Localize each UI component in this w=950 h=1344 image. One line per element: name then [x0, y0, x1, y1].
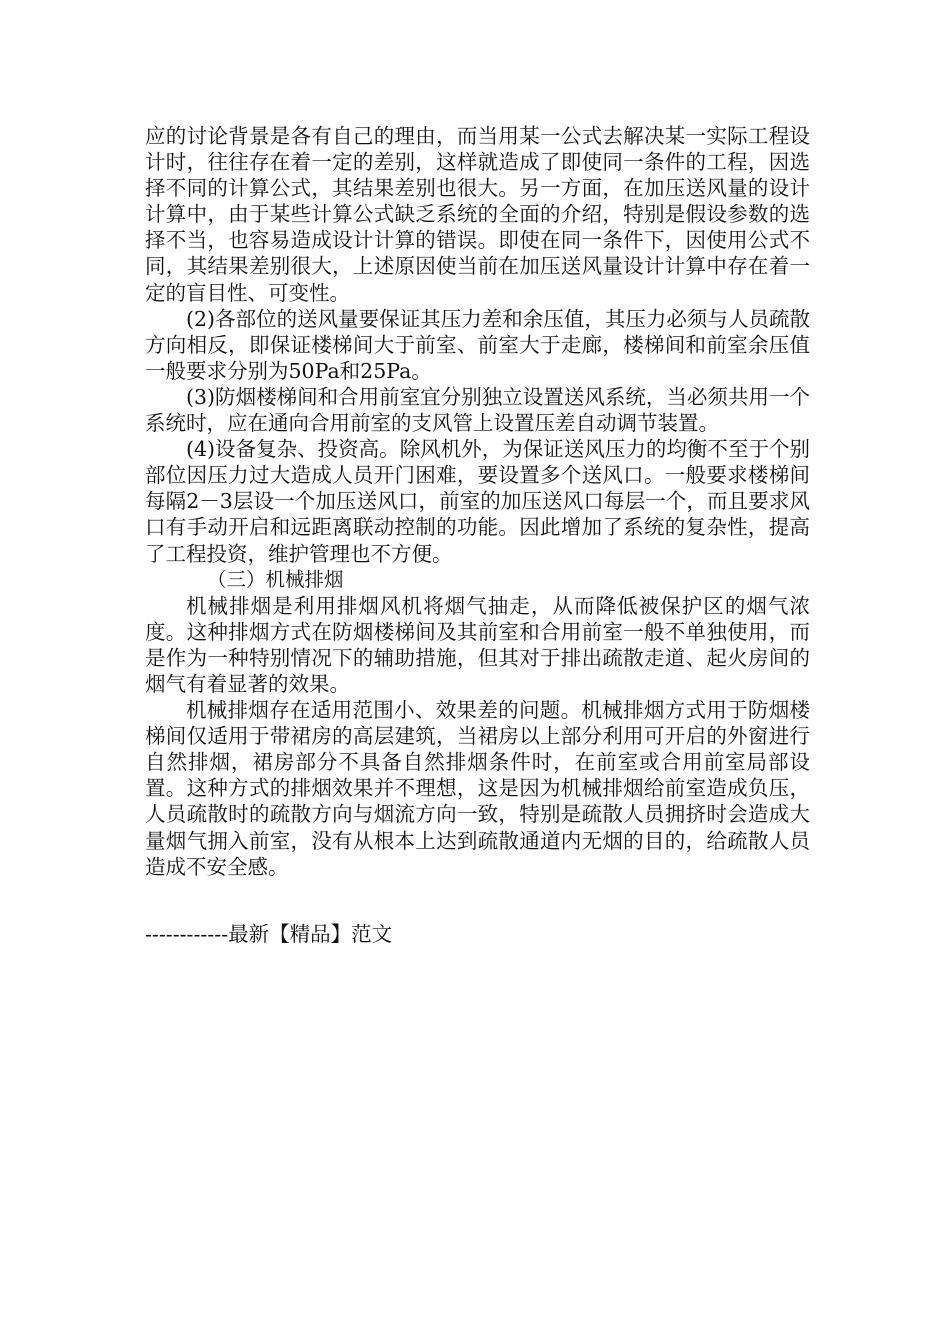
- paragraph-item-4: (4)设备复杂、投资高。除风机外，为保证送风压力的均衡不至于个别部位因压力过大造成人员开门困难，要设置多个送风口。一般要求楼梯间每隔2－3层设一个加压送风口，前室的加压送风口每层一个，而且要求风口有手动开启和远距离联动控制的功能。因此增加了系统的复杂性，提高了工程投资，维护管理也不方便。: [145, 437, 810, 566]
- paragraph-item-3: (3)防烟楼梯间和合用前室宜分别独立设置送风系统，当必须共用一个系统时，应在通向合用前室的支风管上设置压差自动调节装置。: [145, 384, 810, 436]
- paragraph-mechanical-exhaust-intro: 机械排烟是利用排烟风机将烟气抽走，从而降低被保护区的烟气浓度。这种排烟方式在防烟楼梯间及其前室和合用前室一般不单独使用，而是作为一种特别情况下的辅助措施，但其对于排出疏散走道、起火房间的烟气有着显著的效果。: [145, 593, 810, 696]
- section-heading: （三）机械排烟: [207, 567, 344, 591]
- paragraph-item-2: (2)各部位的送风量要保证其压力差和余压值，其压力必须与人员疏散方向相反，即保证楼梯间大于前室、前室大于走廊，楼梯间和前室余压值一般要求分别为50Pa和25Pa。: [145, 306, 810, 383]
- paragraph-continuation: 应的讨论背景是各有自己的理由，而当用某一公式去解决某一实际工程设计时，往往存在着一定的差别，这样就造成了即使同一条件的工程，因选择不同的计算公式，其结果差别也很大。另一方面，在加压送风量的设计计算中，由于某些计算公式缺乏系统的全面的介绍，特别是假设参数的选择不当，也容易造成设计计算的错误。即使在同一条件下，因使用公式不同，其结果差别很大，上述原因使当前在加压送风量设计计算中存在着一定的盲目性、可变性。: [145, 124, 810, 305]
- paragraph-mechanical-exhaust-issues: 机械排烟存在适用范围小、效果差的问题。机械排烟方式用于防烟楼梯间仅适用于带裙房的高层建筑，当裙房以上部分利用可开启的外窗进行自然排烟，裙房部分不具备自然排烟条件时，在前室或合用前室局部设置。这种方式的排烟效果并不理想，这是因为机械排烟给前室造成负压，人员疏散时的疏散方向与烟流方向一致，特别是疏散人员拥挤时会造成大量烟气拥入前室，没有从根本上达到疏散通道内无烟的目的，给疏散人员造成不安全感。: [145, 698, 810, 879]
- document-body: [145, 123, 810, 880]
- footer-text: ------------最新【精品】范文: [145, 922, 393, 946]
